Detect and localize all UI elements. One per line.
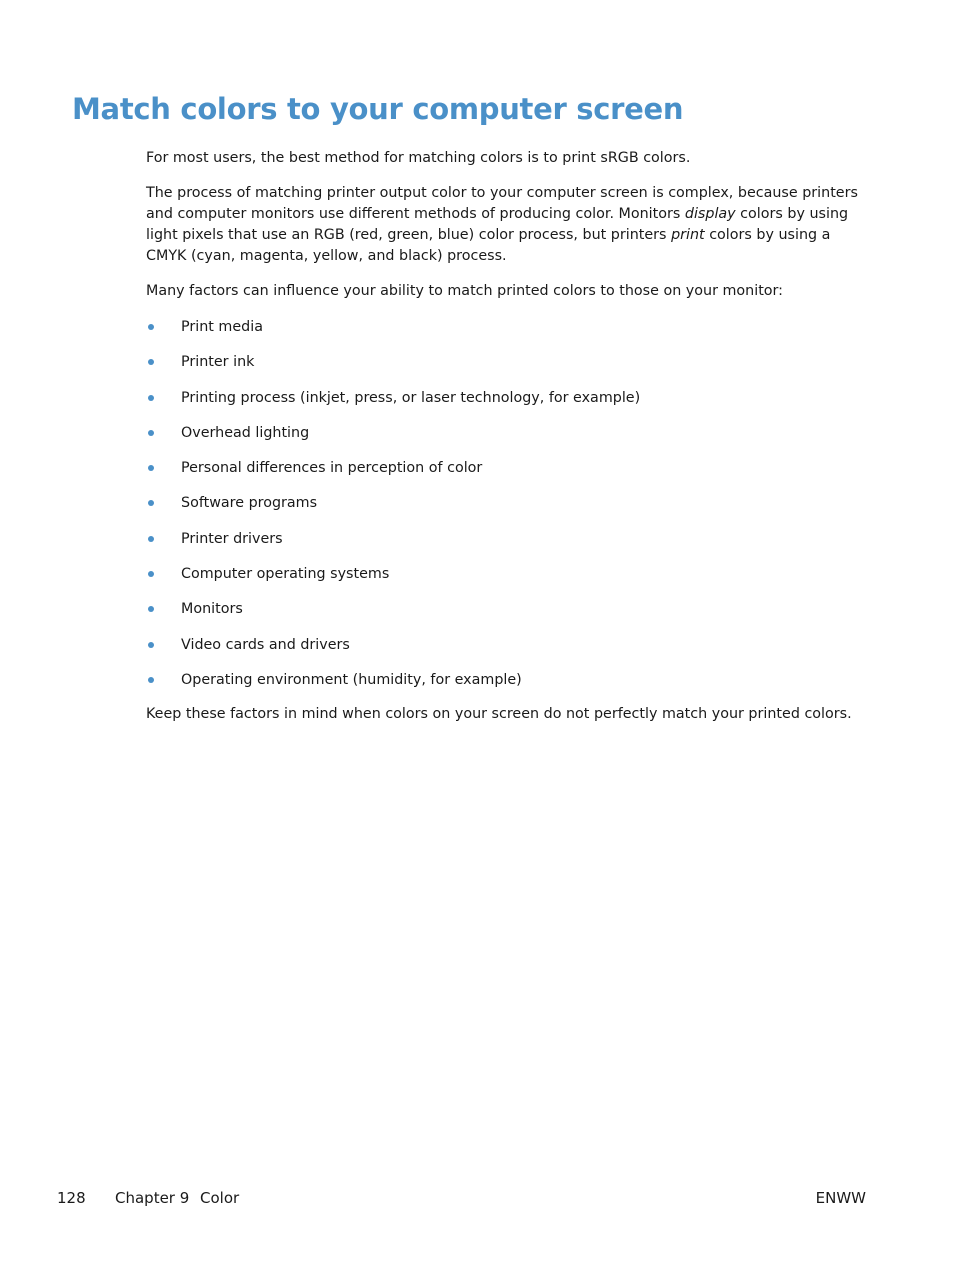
list-item-label: Overhead lighting bbox=[181, 424, 310, 441]
footer-page-number: 128 bbox=[57, 1189, 86, 1207]
process-text-2: colors by using light pixels that use an RGB (red, green, blue) color process, but printers bbox=[146, 206, 849, 243]
factors-list bbox=[146, 315, 862, 703]
intro-paragraph: For most users, the best method for matching colors is to print sRGB colors. bbox=[146, 150, 691, 166]
list-item bbox=[146, 315, 862, 350]
footer-chapter: Chapter 9 bbox=[115, 1189, 190, 1207]
bullet-icon bbox=[148, 430, 154, 436]
list-item-label: Personal differences in perception of color bbox=[181, 460, 483, 477]
process-paragraph bbox=[146, 183, 862, 267]
bullet-icon bbox=[148, 677, 154, 683]
list-item bbox=[146, 491, 862, 526]
bullet-icon bbox=[148, 395, 154, 401]
list-item-label: Operating environment (humidity, for example) bbox=[181, 671, 522, 688]
bullet-icon bbox=[148, 324, 154, 330]
list-item-label: Video cards and drivers bbox=[181, 636, 350, 653]
bullet-icon bbox=[148, 359, 154, 365]
bullet-icon bbox=[148, 500, 154, 506]
bullet-icon bbox=[148, 606, 154, 612]
emphasis-display: display bbox=[684, 206, 736, 222]
list-item bbox=[146, 562, 862, 597]
process-text-1: The process of matching printer output color to your computer screen is complex, because printers and computer monitors use different methods of producing color. Monitors bbox=[146, 185, 858, 222]
bullet-icon bbox=[148, 571, 154, 577]
list-item-label: Printing process (inkjet, press, or laser technology, for example) bbox=[181, 389, 641, 406]
list-item-label: Printer ink bbox=[181, 354, 255, 371]
list-item bbox=[146, 350, 862, 385]
list-item bbox=[146, 633, 862, 668]
factors-intro-paragraph: Many factors can influence your ability to match printed colors to those on your monitor: bbox=[146, 283, 783, 299]
process-text-3: colors by using a CMYK (cyan, magenta, yellow, and black) process. bbox=[146, 227, 831, 264]
list-item-label: Software programs bbox=[181, 495, 318, 512]
closing-paragraph: Keep these factors in mind when colors on your screen do not perfectly match your printed colors. bbox=[146, 706, 852, 722]
list-item bbox=[146, 421, 862, 456]
list-item-label: Monitors bbox=[181, 601, 243, 618]
footer-section: Color bbox=[200, 1189, 240, 1207]
list-item-label: Computer operating systems bbox=[181, 566, 390, 583]
list-item bbox=[146, 456, 862, 491]
list-item bbox=[146, 386, 862, 421]
footer-locale: ENWW bbox=[815, 1189, 866, 1207]
bullet-icon bbox=[148, 536, 154, 542]
page-title: Match colors to your computer screen bbox=[72, 92, 684, 126]
bullet-icon bbox=[148, 465, 154, 471]
emphasis-print: print bbox=[671, 227, 705, 243]
list-item bbox=[146, 597, 862, 632]
bullet-icon bbox=[148, 642, 154, 648]
list-item-label: Print media bbox=[181, 319, 263, 335]
list-item bbox=[146, 668, 862, 703]
list-item bbox=[146, 527, 862, 562]
list-item-label: Printer drivers bbox=[181, 530, 283, 547]
